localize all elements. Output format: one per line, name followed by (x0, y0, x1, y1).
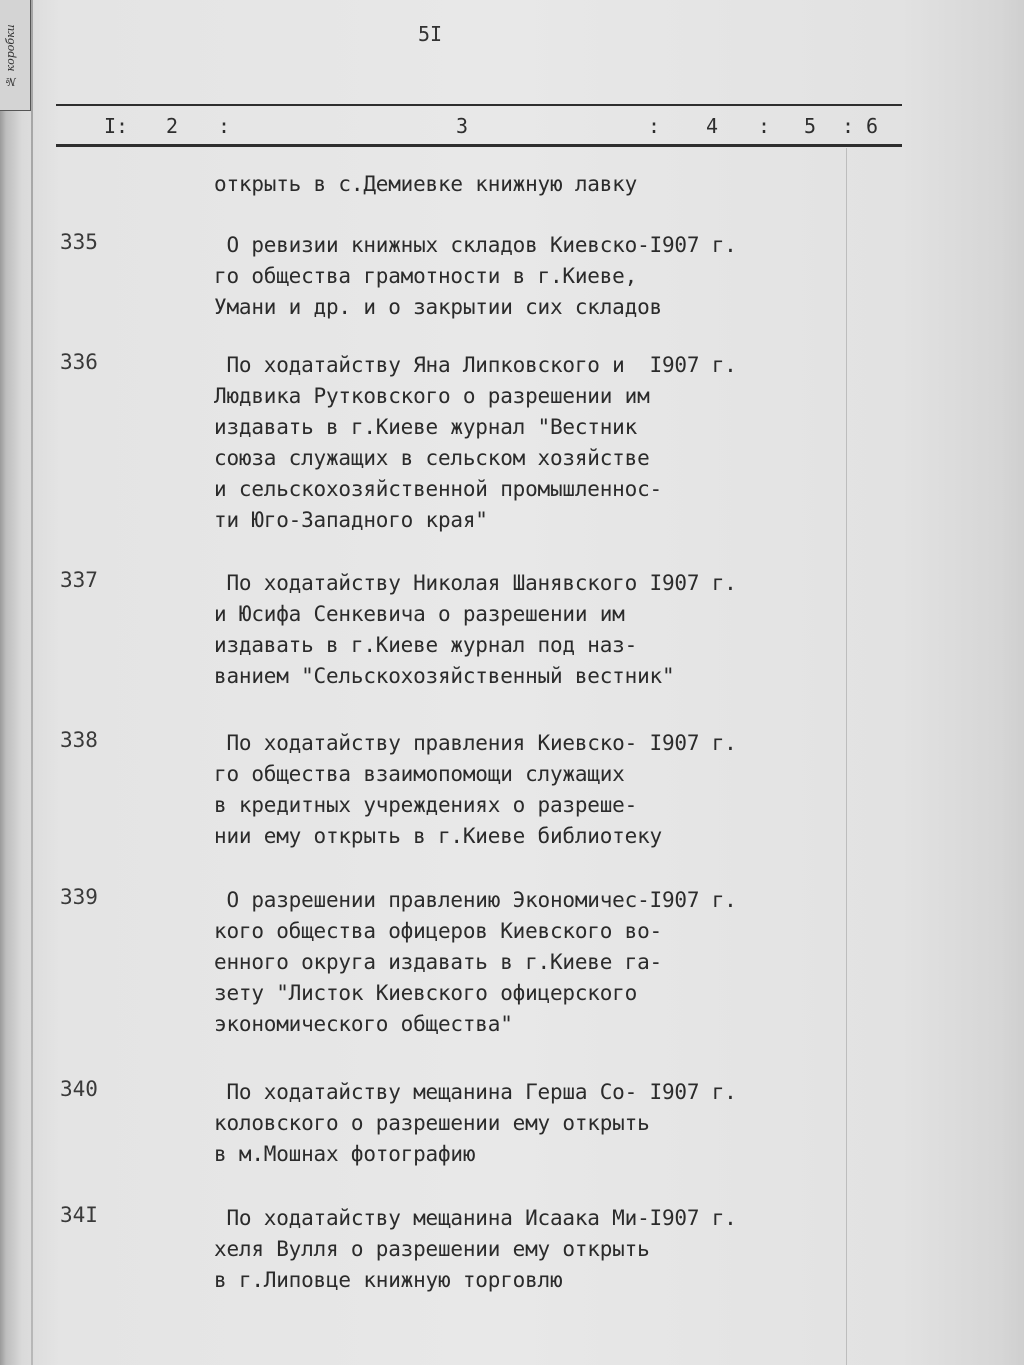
entry-text-line: По ходатайству Николая Шанявского I907 г. (214, 571, 737, 595)
header-sep-2: : (648, 114, 661, 138)
entry-text-line: О ревизии книжных складов Киевско-I907 г. (214, 233, 737, 257)
entry-text-line: Людвика Рутковского о разрешении им (214, 384, 650, 408)
page-number: 5I (417, 22, 443, 46)
entry-text-line: По ходатайству правления Киевско- I907 г. (214, 731, 737, 755)
entry-number: 336 (60, 350, 98, 374)
header-col-2: 2 (166, 114, 179, 138)
header-rule-top (56, 104, 902, 106)
entry-number: 339 (60, 885, 98, 909)
entry-text-line: коловского о разрешении ему открыть (214, 1111, 650, 1135)
entry-text-line: енного округа издавать в г.Киеве га- (214, 950, 662, 974)
entry-text-line: ванием "Сельскохозяйственный вестник" (214, 664, 675, 688)
entry-text-line: По ходатайству Яна Липковского и I907 г. (214, 353, 737, 377)
entry-text-line: союза служащих в сельском хозяйстве (214, 446, 650, 470)
entry-text-line: О разрешении правлению Экономичес-I907 г. (214, 888, 737, 912)
header-sep-4: : (842, 114, 855, 138)
header-rule-bottom (56, 144, 902, 147)
header-col-6: 6 (866, 114, 879, 138)
entry-number: 337 (60, 568, 98, 592)
binding-edge (31, 0, 33, 1365)
entry-text-line: зету "Листок Киевского офицерского (214, 981, 638, 1005)
entry-text-line: Умани и др. и о закрытии сих складов (214, 295, 662, 319)
continuation-line: открыть в с.Демиевке книжную лавку (214, 172, 638, 196)
entry-text-line: ти Юго-Западного края" (214, 508, 488, 532)
header-col-5: 5 (804, 114, 817, 138)
header-col-1: I: (104, 114, 129, 138)
entry-text-line: в кредитных учреждениях о разреше- (214, 793, 638, 817)
entry-text-line: го общества взаимопомощи служащих (214, 762, 625, 786)
entry-text-line: и Юсифа Сенкевича о разрешении им (214, 602, 625, 626)
box-number-stamp (0, 0, 31, 111)
header-col-4: 4 (706, 114, 719, 138)
entry-text-line: издавать в г.Киеве журнал "Вестник (214, 415, 638, 439)
entry-text-line: и сельскохозяйственной промышленнос- (214, 477, 662, 501)
header-col-3: 3 (456, 114, 469, 138)
entry-number: 338 (60, 728, 98, 752)
entry-text-line: По ходатайству мещанина Герша Со- I907 г. (214, 1080, 737, 1104)
entry-text-line: издавать в г.Киеве журнал под наз- (214, 633, 638, 657)
entry-number: 34I (60, 1203, 98, 1227)
entry-text-line: в г.Липовце книжную торговлю (214, 1268, 563, 1292)
entry-text-line: По ходатайству мещанина Исаака Ми-I907 г. (214, 1206, 737, 1230)
entry-text-line: нии ему открыть в г.Киеве библиотеку (214, 824, 662, 848)
header-sep-3: : (758, 114, 771, 138)
entry-text-line: го общества грамотности в г.Киеве, (214, 264, 638, 288)
column-divider (846, 148, 847, 1365)
entry-text-line: хеля Вулля о разрешении ему открыть (214, 1237, 650, 1261)
entry-number: 335 (60, 230, 98, 254)
entry-text-line: кого общества офицеров Киевского во- (214, 919, 662, 943)
entry-number: 340 (60, 1077, 98, 1101)
box-number-label: № коробки (4, 24, 17, 88)
header-sep-1: : (218, 114, 231, 138)
entry-text-line: в м.Мошнах фотографию (214, 1142, 476, 1166)
entry-text-line: экономического общества" (214, 1012, 513, 1036)
